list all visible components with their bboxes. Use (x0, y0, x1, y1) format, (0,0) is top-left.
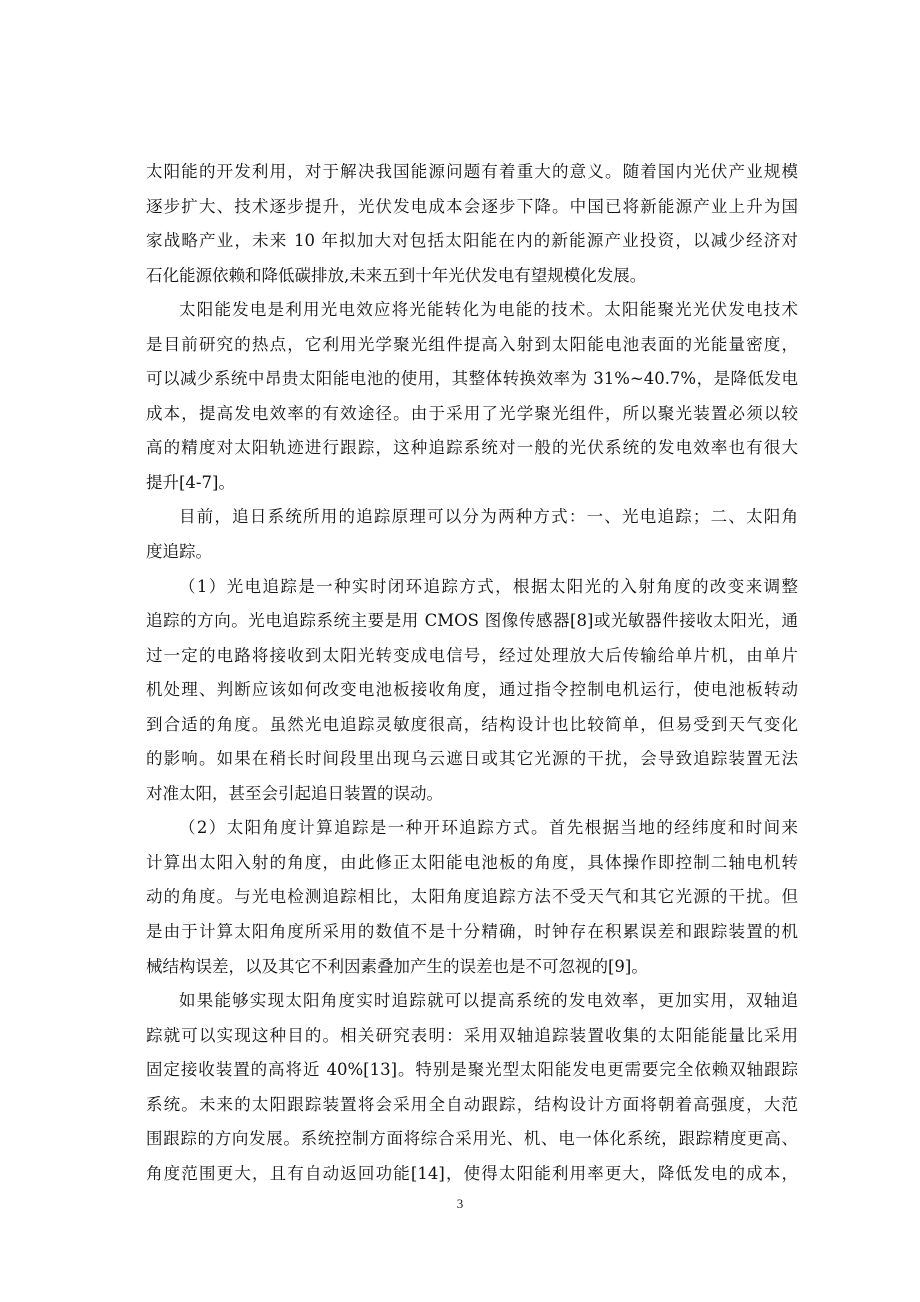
text-line: 到合适的角度。虽然光电追踪灵敏度很高，结构设计也比较简单，但易受到天气变化 (146, 714, 798, 734)
text-line: （1）光电追踪是一种实时闭环追踪方式，根据太阳光的入射角度的改变来调整 (179, 576, 798, 596)
text-line: 系统。未来的太阳跟踪装置将会采用全自动跟踪，结构设计方面将朝着高强度，大范 (146, 1094, 798, 1114)
text-line: 的影响。如果在稍长时间段里出现乌云遮日或其它光源的干扰，会导致追踪装置无法 (146, 749, 798, 769)
body-text (146, 155, 798, 1191)
text-line: 计算出太阳入射的角度，由此修正太阳能电池板的角度，具体操作即控制二轴电机转 (146, 852, 798, 872)
text-line: 如果能够实现太阳角度实时追踪就可以提高系统的发电效率，更加实用，双轴追 (179, 991, 798, 1011)
text-line: 石化能源依赖和降低碳排放,未来五到十年光伏发电有望规模化发展。 (146, 265, 647, 285)
text-line: 目前，追日系统所用的追踪原理可以分为两种方式：一、光电追踪；二、太阳角 (179, 507, 798, 527)
text-line: 太阳能发电是利用光电效应将光能转化为电能的技术。太阳能聚光光伏发电技术 (179, 300, 798, 320)
text-line: 家战略产业，未来 10 年拟加大对包括太阳能在内的新能源产业投资，以减少经济对 (146, 231, 798, 251)
text-line: 动的角度。与光电检测追踪相比，太阳角度追踪方法不受天气和其它光源的干扰。但 (146, 887, 798, 907)
text-line: 固定接收装置的高将近 40%[13]。特别是聚光型太阳能发电更需要完全依赖双轴跟踪 (146, 1060, 798, 1080)
text-line: 追踪的方向。光电追踪系统主要是用 CMOS 图像传感器[8]或光敏器件接收太阳光，通 (146, 611, 798, 631)
text-line: 围跟踪的方向发展。系统控制方面将综合采用光、机、电一体化系统，跟踪精度更高、 (146, 1129, 798, 1149)
text-line: 踪就可以实现这种目的。相关研究表明：采用双轴追踪装置收集的太阳能能量比采用 (146, 1025, 798, 1045)
text-line: 提升[4-7]。 (146, 472, 235, 492)
text-line: 角度范围更大，且有自动返回功能[14]，使得太阳能利用率更大，降低发电的成本， (146, 1163, 798, 1183)
text-line: 是目前研究的热点，它利用光学聚光组件提高入射到太阳能电池表面的光能量密度， (146, 334, 798, 354)
text-line: 高的精度对太阳轨迹进行跟踪，这种追踪系统对一般的光伏系统的发电效率也有很大 (146, 438, 798, 458)
text-line: （2）太阳角度计算追踪是一种开环追踪方式。首先根据当地的经纬度和时间来 (179, 818, 798, 838)
text-line: 度追踪。 (146, 542, 212, 562)
text-line: 逐步扩大、技术逐步提升，光伏发电成本会逐步下降。中国已将新能源产业上升为国 (146, 196, 798, 216)
text-line: 太阳能的开发利用，对于解决我国能源问题有着重大的意义。随着国内光伏产业规模 (146, 162, 798, 181)
text-line: 可以减少系统中昂贵太阳能电池的使用，其整体转换效率为 31%~40.7%，是降低发电 (146, 369, 798, 389)
text-line: 机处理、判断应该如何改变电池板接收角度，通过指令控制电机运行，使电池板转动 (146, 680, 798, 700)
text-line: 成本，提高发电效率的有效途径。由于采用了光学聚光组件，所以聚光装置必须以较 (146, 403, 798, 423)
text-line: 对准太阳，甚至会引起追日装置的误动。 (146, 783, 443, 803)
text-line: 是由于计算太阳角度所采用的数值不是十分精确，时钟存在积累误差和跟踪装置的机 (146, 922, 798, 942)
page-number: 3 (456, 1196, 464, 1211)
text-line: 械结构误差，以及其它不利因素叠加产生的误差也是不可忽视的[9]。 (146, 956, 648, 976)
text-line: 过一定的电路将接收到太阳光转变成电信号，经过处理放大后传输给单片机，由单片 (146, 645, 798, 665)
